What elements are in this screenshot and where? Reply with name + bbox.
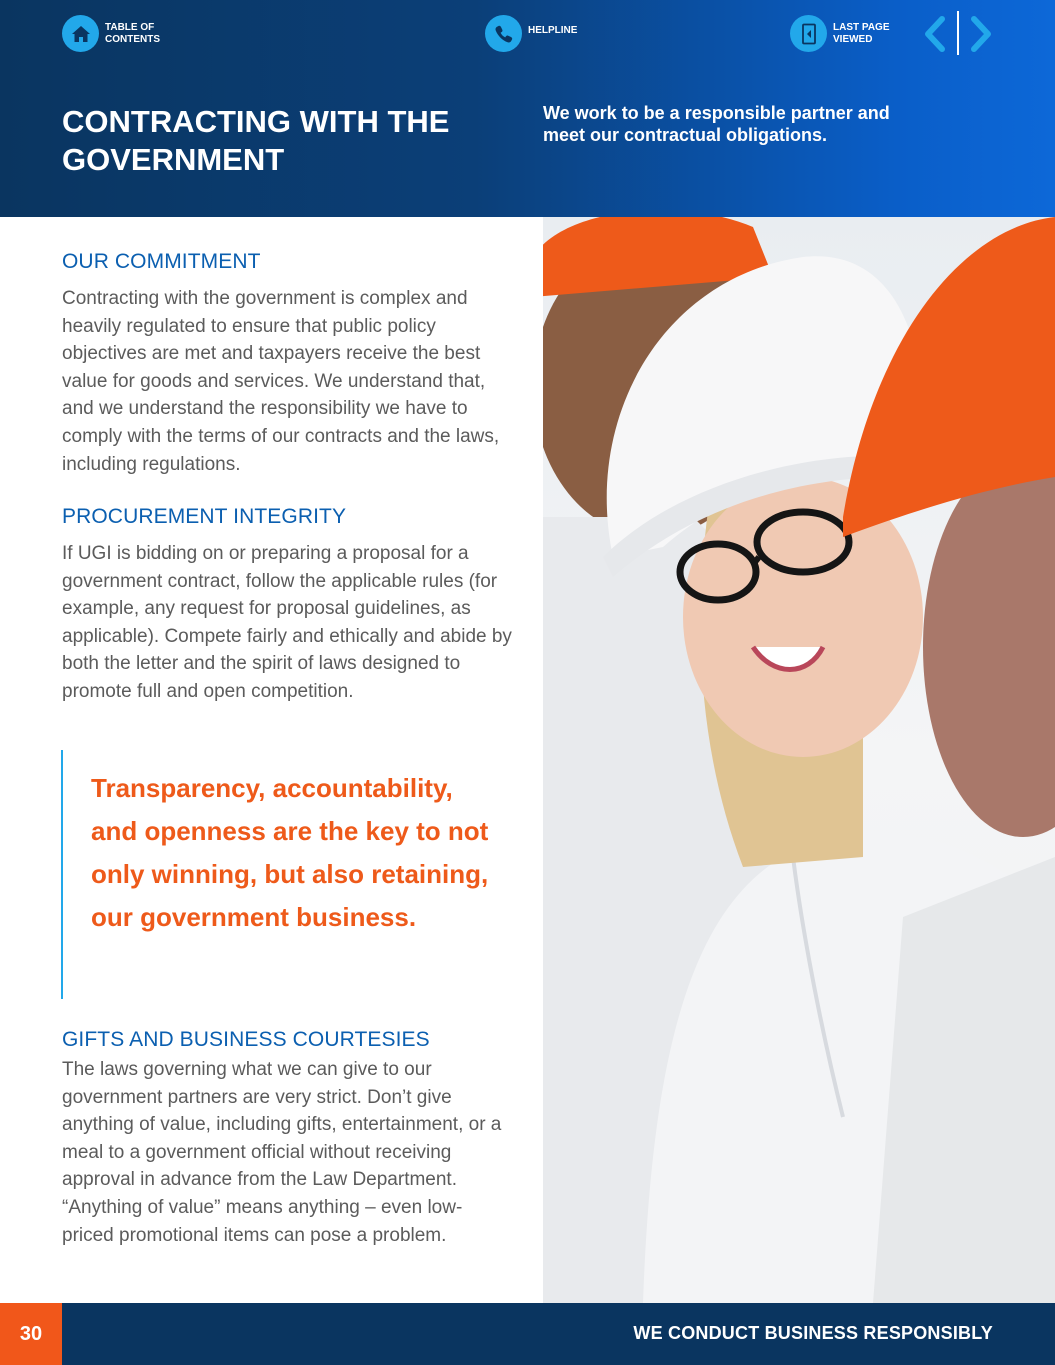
workers-hardhat-photo (543, 217, 1055, 1303)
section-heading-procurement-integrity: PROCUREMENT INTEGRITY (62, 505, 347, 528)
page-title: CONTRACTING WITH THE GOVERNMENT (62, 104, 450, 177)
chevron-left-icon[interactable] (920, 16, 948, 52)
footer-section-title: WE CONDUCT BUSINESS RESPONSIBLY (633, 1323, 993, 1343)
page-number-badge: 30 (0, 1303, 62, 1365)
page-header (0, 0, 1055, 217)
helpline-button[interactable] (485, 15, 598, 52)
table-of-contents-button[interactable] (62, 15, 175, 52)
chevron-right-icon[interactable] (968, 16, 996, 52)
quote-accent-bar (61, 750, 63, 999)
phone-icon (485, 15, 522, 52)
section-heading-gifts: GIFTS AND BUSINESS COURTESIES (62, 1028, 430, 1051)
last-page-viewed-label: LAST PAGE VIEWED (833, 21, 890, 45)
arrow-divider (957, 11, 959, 55)
last-page-viewed-button[interactable] (790, 15, 903, 52)
helpline-label: HELPLINE (528, 25, 578, 36)
table-of-contents-label: TABLE OF CONTENTS (105, 21, 160, 45)
back-door-icon (790, 15, 827, 52)
page-footer (0, 1303, 1055, 1365)
section-body-gifts: The laws governing what we can give to our government partners are very strict. Don’t give anything of value, including gifts, entertainment, or a meal to a government official without receiving approval in advance from the Law Department. “Anything of value” means anything – even low-priced promotional items can pose a problem. (62, 1059, 502, 1246)
section-body-our-commitment: Contracting with the government is complex and heavily regulated to ensure that public policy objectives are met and taxpayers receive the best value for goods and services. We understand that, and we understand the responsibility we have to comply with the terms of our contracts and the laws, including regulations. (62, 288, 500, 475)
page-subtitle: We work to be a responsible partner and meet our contractual obligations. (543, 103, 890, 145)
section-heading-our-commitment: OUR COMMITMENT (62, 250, 261, 273)
pull-quote: Transparency, accountability, and openness are the key to not only winning, but also retaining, our government business. (91, 773, 489, 932)
home-icon (62, 15, 99, 52)
section-body-procurement-integrity: If UGI is bidding on or preparing a proposal for a government contract, follow the applicable rules (for example, any request for proposal guidelines, as applicable). Compete fairly and ethically and abide by both the letter and the spirit of laws designed to promote full and open competition. (62, 543, 512, 702)
